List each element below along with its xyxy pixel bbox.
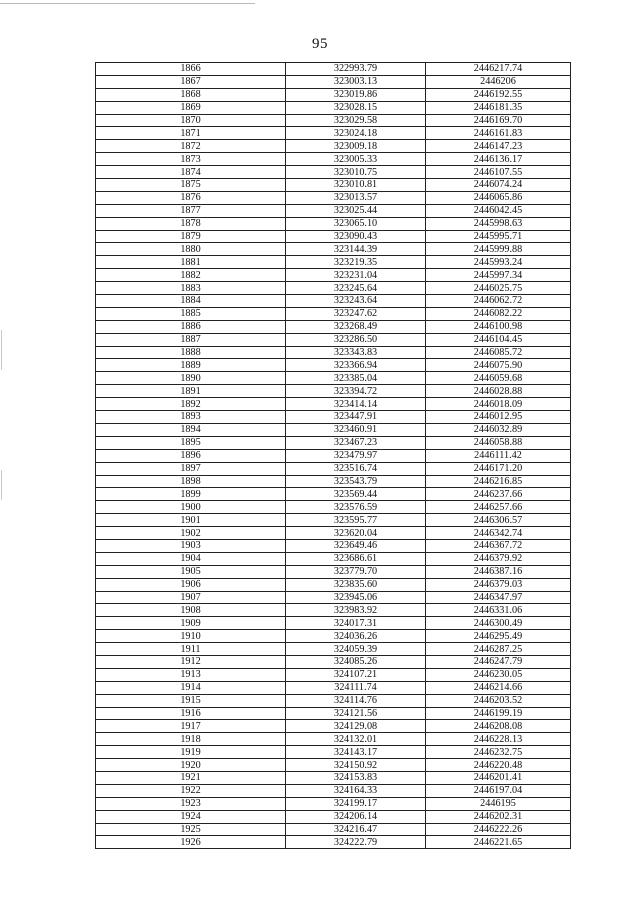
point-number-cell: 1892 xyxy=(96,398,286,411)
y-coordinate-cell: 2446104.45 xyxy=(426,333,571,346)
table-row xyxy=(96,771,571,784)
point-number-cell: 1906 xyxy=(96,578,286,591)
table-row xyxy=(96,88,571,101)
x-coordinate-cell: 324129.08 xyxy=(286,720,426,733)
point-number-cell: 1908 xyxy=(96,604,286,617)
point-number-cell: 1888 xyxy=(96,346,286,359)
point-number-cell: 1877 xyxy=(96,204,286,217)
point-number-cell: 1875 xyxy=(96,179,286,192)
y-coordinate-cell: 2446208.08 xyxy=(426,720,571,733)
x-coordinate-cell: 323983.92 xyxy=(286,604,426,617)
point-number-cell: 1913 xyxy=(96,668,286,681)
y-coordinate-cell: 2446222.26 xyxy=(426,823,571,836)
y-coordinate-cell: 2446257.66 xyxy=(426,501,571,514)
y-coordinate-cell: 2446300.49 xyxy=(426,617,571,630)
table-row xyxy=(96,514,571,527)
point-number-cell: 1910 xyxy=(96,630,286,643)
table-row xyxy=(96,398,571,411)
y-coordinate-cell: 2446379.92 xyxy=(426,552,571,565)
table-row xyxy=(96,643,571,656)
x-coordinate-cell: 324199.17 xyxy=(286,797,426,810)
point-number-cell: 1882 xyxy=(96,269,286,282)
table-row xyxy=(96,114,571,127)
table-row xyxy=(96,810,571,823)
table-row xyxy=(96,578,571,591)
x-coordinate-cell: 324085.26 xyxy=(286,655,426,668)
x-coordinate-cell: 324222.79 xyxy=(286,836,426,849)
table-row xyxy=(96,746,571,759)
y-coordinate-cell: 2446028.88 xyxy=(426,385,571,398)
table-row xyxy=(96,63,571,76)
x-coordinate-cell: 323245.64 xyxy=(286,282,426,295)
table-row xyxy=(96,256,571,269)
y-coordinate-cell: 2445993.24 xyxy=(426,256,571,269)
y-coordinate-cell: 2446347.97 xyxy=(426,591,571,604)
y-coordinate-cell: 2446237.66 xyxy=(426,488,571,501)
y-coordinate-cell: 2445999.88 xyxy=(426,243,571,256)
table-row xyxy=(96,307,571,320)
table-row xyxy=(96,823,571,836)
table-row xyxy=(96,501,571,514)
point-number-cell: 1889 xyxy=(96,359,286,372)
table-row xyxy=(96,604,571,617)
x-coordinate-cell: 323945.06 xyxy=(286,591,426,604)
table-row xyxy=(96,191,571,204)
point-number-cell: 1923 xyxy=(96,797,286,810)
point-number-cell: 1883 xyxy=(96,282,286,295)
y-coordinate-cell: 2446199.19 xyxy=(426,707,571,720)
y-coordinate-cell: 2446192.55 xyxy=(426,88,571,101)
x-coordinate-cell: 323268.49 xyxy=(286,320,426,333)
y-coordinate-cell: 2446025.75 xyxy=(426,282,571,295)
x-coordinate-cell: 323010.75 xyxy=(286,166,426,179)
y-coordinate-cell: 2446221.65 xyxy=(426,836,571,849)
table-row xyxy=(96,320,571,333)
x-coordinate-cell: 323009.18 xyxy=(286,140,426,153)
y-coordinate-cell: 2446230.05 xyxy=(426,668,571,681)
y-coordinate-cell: 2446217.74 xyxy=(426,63,571,76)
x-coordinate-cell: 323286.50 xyxy=(286,333,426,346)
x-coordinate-cell: 323649.46 xyxy=(286,539,426,552)
table-row xyxy=(96,179,571,192)
x-coordinate-cell: 324107.21 xyxy=(286,668,426,681)
x-coordinate-cell: 323414.14 xyxy=(286,398,426,411)
table-row xyxy=(96,681,571,694)
y-coordinate-cell: 2446216.85 xyxy=(426,475,571,488)
table-row xyxy=(96,204,571,217)
x-coordinate-cell: 324111.74 xyxy=(286,681,426,694)
x-coordinate-cell: 324121.56 xyxy=(286,707,426,720)
point-number-cell: 1898 xyxy=(96,475,286,488)
y-coordinate-cell: 2446203.52 xyxy=(426,694,571,707)
y-coordinate-cell: 2445995.71 xyxy=(426,230,571,243)
point-number-cell: 1880 xyxy=(96,243,286,256)
y-coordinate-cell: 2445998.63 xyxy=(426,217,571,230)
y-coordinate-cell: 2446042.45 xyxy=(426,204,571,217)
y-coordinate-cell: 2446195 xyxy=(426,797,571,810)
point-number-cell: 1884 xyxy=(96,295,286,308)
point-number-cell: 1903 xyxy=(96,539,286,552)
y-coordinate-cell: 2446100.98 xyxy=(426,320,571,333)
x-coordinate-cell: 323010.81 xyxy=(286,179,426,192)
table-row xyxy=(96,668,571,681)
x-coordinate-cell: 324153.83 xyxy=(286,771,426,784)
point-number-cell: 1878 xyxy=(96,217,286,230)
point-number-cell: 1924 xyxy=(96,810,286,823)
table-row xyxy=(96,630,571,643)
top-scan-rule xyxy=(0,3,255,4)
scan-edge-mark xyxy=(1,330,2,370)
y-coordinate-cell: 2446387.16 xyxy=(426,565,571,578)
y-coordinate-cell: 2446228.13 xyxy=(426,733,571,746)
table-row xyxy=(96,655,571,668)
scan-edge-mark xyxy=(1,470,2,500)
point-number-cell: 1870 xyxy=(96,114,286,127)
y-coordinate-cell: 2446181.35 xyxy=(426,101,571,114)
x-coordinate-cell: 323024.18 xyxy=(286,127,426,140)
y-coordinate-cell: 2446197.04 xyxy=(426,784,571,797)
x-coordinate-cell: 323516.74 xyxy=(286,462,426,475)
x-coordinate-cell: 323686.61 xyxy=(286,552,426,565)
x-coordinate-cell: 323543.79 xyxy=(286,475,426,488)
table-row xyxy=(96,617,571,630)
point-number-cell: 1916 xyxy=(96,707,286,720)
y-coordinate-cell: 2446147.23 xyxy=(426,140,571,153)
table-row xyxy=(96,591,571,604)
point-number-cell: 1893 xyxy=(96,411,286,424)
y-coordinate-cell: 2446082.22 xyxy=(426,307,571,320)
point-number-cell: 1873 xyxy=(96,153,286,166)
x-coordinate-cell: 324143.17 xyxy=(286,746,426,759)
point-number-cell: 1887 xyxy=(96,333,286,346)
x-coordinate-cell: 323090.43 xyxy=(286,230,426,243)
y-coordinate-cell: 2446169.70 xyxy=(426,114,571,127)
x-coordinate-cell: 324132.01 xyxy=(286,733,426,746)
point-number-cell: 1920 xyxy=(96,759,286,772)
y-coordinate-cell: 2446342.74 xyxy=(426,527,571,540)
x-coordinate-cell: 323467.23 xyxy=(286,436,426,449)
x-coordinate-cell: 323005.33 xyxy=(286,153,426,166)
x-coordinate-cell: 323595.77 xyxy=(286,514,426,527)
table-row xyxy=(96,707,571,720)
point-number-cell: 1881 xyxy=(96,256,286,269)
y-coordinate-cell: 2446059.68 xyxy=(426,372,571,385)
y-coordinate-cell: 2446075.90 xyxy=(426,359,571,372)
x-coordinate-cell: 324017.31 xyxy=(286,617,426,630)
point-number-cell: 1874 xyxy=(96,166,286,179)
table-row xyxy=(96,127,571,140)
table-row xyxy=(96,733,571,746)
table-row xyxy=(96,488,571,501)
y-coordinate-cell: 2446012.95 xyxy=(426,411,571,424)
table-row xyxy=(96,75,571,88)
x-coordinate-cell: 323144.39 xyxy=(286,243,426,256)
table-row xyxy=(96,411,571,424)
table-row xyxy=(96,140,571,153)
x-coordinate-cell: 323243.64 xyxy=(286,295,426,308)
x-coordinate-cell: 323394.72 xyxy=(286,385,426,398)
y-coordinate-cell: 2446161.83 xyxy=(426,127,571,140)
y-coordinate-cell: 2446032.89 xyxy=(426,423,571,436)
table-row xyxy=(96,565,571,578)
x-coordinate-cell: 324206.14 xyxy=(286,810,426,823)
y-coordinate-cell: 2445997.34 xyxy=(426,269,571,282)
point-number-cell: 1912 xyxy=(96,655,286,668)
y-coordinate-cell: 2446018.09 xyxy=(426,398,571,411)
page-number: 95 xyxy=(312,36,328,52)
point-number-cell: 1890 xyxy=(96,372,286,385)
point-number-cell: 1917 xyxy=(96,720,286,733)
point-number-cell: 1921 xyxy=(96,771,286,784)
table-row xyxy=(96,797,571,810)
x-coordinate-cell: 323343.83 xyxy=(286,346,426,359)
point-number-cell: 1901 xyxy=(96,514,286,527)
y-coordinate-cell: 2446379.03 xyxy=(426,578,571,591)
y-coordinate-cell: 2446247.79 xyxy=(426,655,571,668)
coordinates-table-body xyxy=(96,63,571,849)
x-coordinate-cell: 323247.62 xyxy=(286,307,426,320)
point-number-cell: 1894 xyxy=(96,423,286,436)
point-number-cell: 1868 xyxy=(96,88,286,101)
point-number-cell: 1866 xyxy=(96,63,286,76)
x-coordinate-cell: 323019.86 xyxy=(286,88,426,101)
table-row xyxy=(96,539,571,552)
table-row xyxy=(96,475,571,488)
point-number-cell: 1876 xyxy=(96,191,286,204)
x-coordinate-cell: 324150.92 xyxy=(286,759,426,772)
point-number-cell: 1926 xyxy=(96,836,286,849)
y-coordinate-cell: 2446136.17 xyxy=(426,153,571,166)
point-number-cell: 1918 xyxy=(96,733,286,746)
x-coordinate-cell: 323219.35 xyxy=(286,256,426,269)
x-coordinate-cell: 323003.13 xyxy=(286,75,426,88)
point-number-cell: 1872 xyxy=(96,140,286,153)
y-coordinate-cell: 2446214.66 xyxy=(426,681,571,694)
table-row xyxy=(96,759,571,772)
table-row xyxy=(96,166,571,179)
x-coordinate-cell: 323013.57 xyxy=(286,191,426,204)
point-number-cell: 1919 xyxy=(96,746,286,759)
table-row xyxy=(96,552,571,565)
x-coordinate-cell: 323065.10 xyxy=(286,217,426,230)
table-row xyxy=(96,449,571,462)
point-number-cell: 1907 xyxy=(96,591,286,604)
point-number-cell: 1879 xyxy=(96,230,286,243)
x-coordinate-cell: 323576.59 xyxy=(286,501,426,514)
x-coordinate-cell: 323028.15 xyxy=(286,101,426,114)
x-coordinate-cell: 323460.91 xyxy=(286,423,426,436)
x-coordinate-cell: 322993.79 xyxy=(286,63,426,76)
table-row xyxy=(96,436,571,449)
table-row xyxy=(96,295,571,308)
table-row xyxy=(96,385,571,398)
y-coordinate-cell: 2446295.49 xyxy=(426,630,571,643)
point-number-cell: 1915 xyxy=(96,694,286,707)
table-row xyxy=(96,269,571,282)
point-number-cell: 1871 xyxy=(96,127,286,140)
x-coordinate-cell: 324114.76 xyxy=(286,694,426,707)
y-coordinate-cell: 2446171.20 xyxy=(426,462,571,475)
table-row xyxy=(96,694,571,707)
table-row xyxy=(96,346,571,359)
x-coordinate-cell: 324059.39 xyxy=(286,643,426,656)
point-number-cell: 1885 xyxy=(96,307,286,320)
point-number-cell: 1909 xyxy=(96,617,286,630)
table-row xyxy=(96,217,571,230)
x-coordinate-cell: 323569.44 xyxy=(286,488,426,501)
point-number-cell: 1905 xyxy=(96,565,286,578)
point-number-cell: 1869 xyxy=(96,101,286,114)
x-coordinate-cell: 323385.04 xyxy=(286,372,426,385)
y-coordinate-cell: 2446206 xyxy=(426,75,571,88)
x-coordinate-cell: 323231.04 xyxy=(286,269,426,282)
table-row xyxy=(96,101,571,114)
table-row xyxy=(96,836,571,849)
y-coordinate-cell: 2446287.25 xyxy=(426,643,571,656)
point-number-cell: 1897 xyxy=(96,462,286,475)
x-coordinate-cell: 323835.60 xyxy=(286,578,426,591)
point-number-cell: 1886 xyxy=(96,320,286,333)
point-number-cell: 1902 xyxy=(96,527,286,540)
x-coordinate-cell: 324036.26 xyxy=(286,630,426,643)
x-coordinate-cell: 323447.91 xyxy=(286,411,426,424)
y-coordinate-cell: 2446306.57 xyxy=(426,514,571,527)
y-coordinate-cell: 2446202.31 xyxy=(426,810,571,823)
x-coordinate-cell: 323779.70 xyxy=(286,565,426,578)
table-row xyxy=(96,333,571,346)
point-number-cell: 1914 xyxy=(96,681,286,694)
x-coordinate-cell: 323029.58 xyxy=(286,114,426,127)
y-coordinate-cell: 2446107.55 xyxy=(426,166,571,179)
table-row xyxy=(96,153,571,166)
x-coordinate-cell: 323025.44 xyxy=(286,204,426,217)
y-coordinate-cell: 2446074.24 xyxy=(426,179,571,192)
point-number-cell: 1925 xyxy=(96,823,286,836)
point-number-cell: 1911 xyxy=(96,643,286,656)
x-coordinate-cell: 324216.47 xyxy=(286,823,426,836)
table-row xyxy=(96,423,571,436)
y-coordinate-cell: 2446058.88 xyxy=(426,436,571,449)
y-coordinate-cell: 2446367.72 xyxy=(426,539,571,552)
y-coordinate-cell: 2446232.75 xyxy=(426,746,571,759)
y-coordinate-cell: 2446062.72 xyxy=(426,295,571,308)
y-coordinate-cell: 2446065.86 xyxy=(426,191,571,204)
table-row xyxy=(96,359,571,372)
point-number-cell: 1904 xyxy=(96,552,286,565)
point-number-cell: 1922 xyxy=(96,784,286,797)
point-number-cell: 1891 xyxy=(96,385,286,398)
x-coordinate-cell: 324164.33 xyxy=(286,784,426,797)
table-row xyxy=(96,462,571,475)
table-row xyxy=(96,230,571,243)
coordinates-table xyxy=(95,62,571,849)
point-number-cell: 1867 xyxy=(96,75,286,88)
x-coordinate-cell: 323479.97 xyxy=(286,449,426,462)
point-number-cell: 1896 xyxy=(96,449,286,462)
table-row xyxy=(96,527,571,540)
table-row xyxy=(96,720,571,733)
y-coordinate-cell: 2446220.48 xyxy=(426,759,571,772)
table-row xyxy=(96,282,571,295)
y-coordinate-cell: 2446111.42 xyxy=(426,449,571,462)
point-number-cell: 1899 xyxy=(96,488,286,501)
x-coordinate-cell: 323366.94 xyxy=(286,359,426,372)
point-number-cell: 1895 xyxy=(96,436,286,449)
y-coordinate-cell: 2446085.72 xyxy=(426,346,571,359)
x-coordinate-cell: 323620.04 xyxy=(286,527,426,540)
y-coordinate-cell: 2446201.41 xyxy=(426,771,571,784)
point-number-cell: 1900 xyxy=(96,501,286,514)
table-row xyxy=(96,243,571,256)
table-row xyxy=(96,784,571,797)
table-row xyxy=(96,372,571,385)
y-coordinate-cell: 2446331.06 xyxy=(426,604,571,617)
